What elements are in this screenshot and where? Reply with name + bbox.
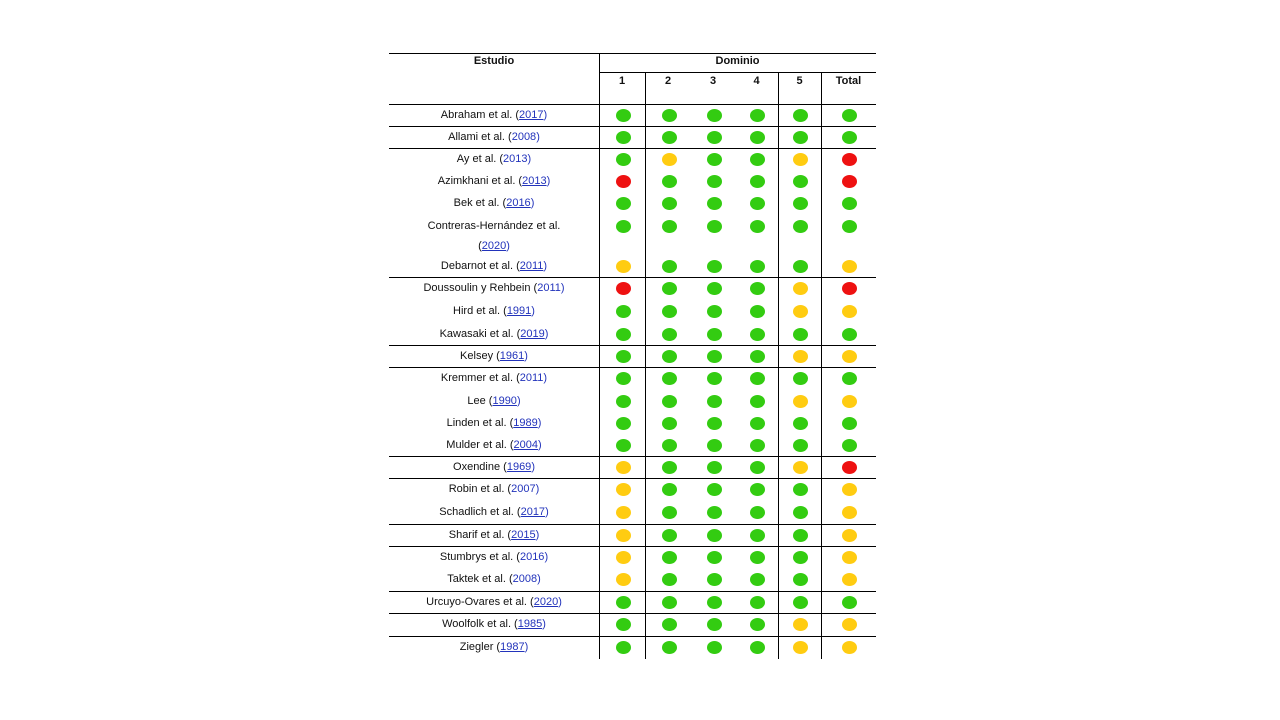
domain-4-rating-green [750, 439, 765, 452]
table-row [389, 300, 876, 323]
domain-1-rating-yellow [616, 551, 631, 564]
domain-1-rating-green [616, 395, 631, 408]
domain-5-rating-green [793, 197, 808, 210]
study-author: Hird et al. ( [453, 305, 507, 317]
total-rating-green [842, 596, 857, 609]
domain-column-header: Dominio [715, 55, 760, 67]
domain-5-rating-green [793, 328, 808, 341]
domain-1-rating-yellow [616, 461, 631, 474]
domain-5-rating-yellow [793, 618, 808, 631]
domain-5-rating-green [793, 417, 808, 430]
domain-3-rating-green [707, 641, 722, 654]
table-row [389, 524, 876, 546]
domain-3-rating-green [707, 305, 722, 318]
domain-4-rating-green [750, 529, 765, 542]
study-author: Ay et al. ( [456, 153, 504, 165]
study-reference [389, 614, 599, 634]
study-close-paren: ) [524, 641, 529, 653]
domain-3-rating-green [707, 596, 722, 609]
domain-2-rating-green [662, 372, 677, 385]
table-row [389, 390, 876, 412]
study-reference [389, 105, 599, 125]
table-row [389, 591, 876, 613]
domain-2-rating-yellow [662, 153, 677, 166]
study-author: Kelsey ( [460, 350, 500, 362]
domain-1-rating-red [616, 282, 631, 295]
total-rating-green [842, 220, 857, 233]
domain-3-header: 3 [709, 75, 717, 87]
domain-1-rating-yellow [616, 506, 631, 519]
table-header [389, 53, 876, 104]
domain-5-rating-yellow [793, 395, 808, 408]
domain-1-rating-green [616, 618, 631, 631]
domain-2-rating-green [662, 175, 677, 188]
domain-4-rating-green [750, 350, 765, 363]
domain-4-rating-green [750, 282, 765, 295]
table-row [389, 126, 876, 148]
study-author: Contreras-Hernández et al. [427, 220, 561, 232]
study-close-paren: ) [544, 328, 549, 340]
domain-4-rating-green [750, 305, 765, 318]
study-author: Woolfolk et al. ( [442, 618, 518, 630]
domain-2-rating-green [662, 551, 677, 564]
total-rating-yellow [842, 260, 857, 273]
total-rating-yellow [842, 529, 857, 542]
table-row [389, 345, 876, 367]
total-rating-green [842, 131, 857, 144]
study-reference [389, 278, 599, 298]
domain-2-rating-green [662, 618, 677, 631]
domain-3-rating-green [707, 551, 722, 564]
study-year-link[interactable]: 1987 [500, 641, 525, 653]
study-year-link[interactable]: 1989 [513, 417, 538, 429]
domain-2-rating-green [662, 417, 677, 430]
domain-2-rating-green [662, 131, 677, 144]
table-row [389, 412, 876, 434]
study-year-link[interactable]: 1991 [506, 305, 532, 317]
domain-3-rating-green [707, 282, 722, 295]
study-close-paren: ) [560, 282, 565, 294]
study-year-link[interactable]: 1961 [499, 350, 525, 362]
study-reference [389, 193, 599, 213]
study-reference [389, 391, 599, 411]
total-rating-red [842, 175, 857, 188]
study-reference [389, 149, 599, 169]
domain-1-rating-yellow [616, 573, 631, 586]
study-year-link[interactable]: 2020 [533, 596, 559, 608]
study-close-paren: ) [543, 109, 548, 121]
domain-4-rating-green [750, 641, 765, 654]
study-reference [389, 368, 599, 388]
study-year-link: 2016 [519, 551, 545, 563]
study-close-paren: ) [538, 439, 542, 451]
domain-5-rating-yellow [793, 282, 808, 295]
domain-3-rating-green [707, 220, 722, 233]
domain-1-rating-green [616, 596, 631, 609]
study-close-paren: ) [544, 551, 549, 563]
study-author: Kawasaki et al. ( [439, 328, 521, 340]
study-year-link: 2008 [512, 573, 538, 585]
total-rating-green [842, 439, 857, 452]
domain-1-header: 1 [618, 75, 626, 87]
domain-1-rating-green [616, 417, 631, 430]
study-reference [389, 457, 599, 477]
total-rating-red [842, 153, 857, 166]
study-year-link[interactable]: 2020 [481, 240, 507, 252]
domain-4-rating-green [750, 220, 765, 233]
study-close-paren: ) [536, 131, 540, 143]
domain-5-rating-green [793, 175, 808, 188]
domain-5-rating-green [793, 131, 808, 144]
study-close-paren: ) [546, 175, 551, 187]
domain-1-rating-green [616, 350, 631, 363]
study-author: Lee ( [467, 395, 493, 407]
table-row [389, 192, 876, 215]
table-row [389, 568, 876, 591]
study-author: Azimkhani et al. ( [437, 175, 523, 187]
domain-3-rating-green [707, 529, 722, 542]
domain-5-rating-green [793, 596, 808, 609]
table-row [389, 104, 876, 126]
study-year-link[interactable]: 1969 [506, 461, 532, 473]
study-reference [389, 502, 599, 522]
study-author: Urcuyo-Ovares et al. ( [426, 596, 534, 608]
study-author: Mulder et al. ( [446, 439, 514, 451]
study-author: Bek et al. ( [453, 197, 507, 209]
study-reference [389, 127, 599, 147]
domain-1-rating-green [616, 372, 631, 385]
study-author: Schadlich et al. ( [439, 506, 521, 518]
domain-1-rating-green [616, 109, 631, 122]
table-row [389, 255, 876, 277]
study-reference [389, 256, 599, 276]
domain-3-rating-green [707, 350, 722, 363]
study-author: Debarnot et al. ( [440, 260, 520, 272]
domain-4-rating-green [750, 175, 765, 188]
table-row [389, 478, 876, 501]
domain-4-rating-green [750, 483, 765, 496]
table-row [389, 323, 876, 345]
total-rating-yellow [842, 573, 857, 586]
study-close-paren: ) [524, 350, 528, 362]
domain-1-rating-green [616, 153, 631, 166]
domain-3-rating-green [707, 175, 722, 188]
domain-2-rating-green [662, 220, 677, 233]
study-year-link: 2007 [511, 483, 536, 495]
domain-3-rating-green [707, 372, 722, 385]
table-row [389, 546, 876, 568]
domain-2-rating-green [662, 529, 677, 542]
study-close-paren: ) [558, 596, 562, 608]
table-row [389, 148, 876, 170]
domain-2-rating-green [662, 461, 677, 474]
domain-5-rating-yellow [793, 153, 808, 166]
study-year-link: 2013 [503, 153, 528, 165]
study-close-paren: ) [535, 529, 540, 541]
study-year-link[interactable]: 2013 [522, 175, 547, 187]
study-column-header: Estudio [473, 55, 515, 67]
total-rating-green [842, 372, 857, 385]
study-author: Doussoulin y Rehbein ( [423, 282, 538, 294]
domain-2-rating-green [662, 328, 677, 341]
domain-2-rating-green [662, 596, 677, 609]
study-reference [389, 171, 599, 191]
total-rating-red [842, 461, 857, 474]
domain-4-rating-green [750, 328, 765, 341]
study-author: Abraham et al. ( [440, 109, 520, 121]
domain-4-rating-green [750, 618, 765, 631]
table-row [389, 434, 876, 456]
total-rating-yellow [842, 641, 857, 654]
domain-rule [599, 72, 876, 73]
domain-4-rating-green [750, 197, 765, 210]
study-author: Oxendine ( [453, 461, 507, 473]
domain-3-rating-green [707, 506, 722, 519]
domain-3-rating-green [707, 417, 722, 430]
study-year-link[interactable]: 2016 [506, 197, 531, 209]
domain-5-rating-yellow [793, 461, 808, 474]
total-rating-green [842, 328, 857, 341]
study-author-cont: ( [478, 240, 482, 252]
domain-3-rating-green [707, 260, 722, 273]
domain-3-rating-green [707, 328, 722, 341]
domain-2-rating-green [662, 506, 677, 519]
domain-5-rating-green [793, 483, 808, 496]
total-rating-yellow [842, 350, 857, 363]
study-close-paren: ) [537, 573, 541, 585]
study-author: Stumbrys et al. ( [439, 551, 520, 563]
domain-4-rating-green [750, 461, 765, 474]
domain-2-rating-green [662, 305, 677, 318]
domain-3-rating-green [707, 131, 722, 144]
study-close-paren: ) [527, 153, 532, 165]
table-row [389, 636, 876, 659]
domain-4-rating-green [750, 506, 765, 519]
domain-5-header: 5 [796, 75, 803, 87]
study-year-link[interactable]: 1985 [517, 618, 543, 630]
study-reference [389, 346, 599, 366]
domain-1-rating-yellow [616, 260, 631, 273]
domain-5-rating-green [793, 439, 808, 452]
study-author: Ziegler ( [459, 641, 501, 653]
study-year-link[interactable]: 2017 [519, 109, 544, 121]
table-row [389, 456, 876, 478]
total-rating-yellow [842, 506, 857, 519]
study-close-paren: ) [543, 372, 548, 384]
study-close-paren: ) [516, 395, 521, 407]
domain-2-rating-green [662, 197, 677, 210]
domain-2-rating-green [662, 483, 677, 496]
column-divider [599, 53, 600, 659]
domain-5-rating-yellow [793, 350, 808, 363]
domain-1-rating-green [616, 328, 631, 341]
domain-3-rating-green [707, 573, 722, 586]
column-divider [821, 72, 822, 659]
total-rating-yellow [842, 305, 857, 318]
domain-5-rating-yellow [793, 641, 808, 654]
domain-3-rating-green [707, 483, 722, 496]
column-divider [645, 72, 646, 659]
domain-5-rating-green [793, 220, 808, 233]
study-year-link: 2011 [537, 282, 561, 294]
domain-2-rating-green [662, 282, 677, 295]
domain-5-rating-green [793, 573, 808, 586]
domain-2-rating-green [662, 395, 677, 408]
domain-2-rating-green [662, 260, 677, 273]
domain-5-rating-green [793, 551, 808, 564]
domain-4-rating-green [750, 551, 765, 564]
domain-2-rating-green [662, 439, 677, 452]
study-year-link: 2008 [511, 131, 537, 143]
total-rating-yellow [842, 395, 857, 408]
domain-4-rating-green [750, 131, 765, 144]
domain-5-rating-yellow [793, 305, 808, 318]
study-reference [389, 324, 599, 344]
domain-5-rating-green [793, 260, 808, 273]
domain-2-rating-green [662, 641, 677, 654]
domain-1-rating-yellow [616, 483, 631, 496]
study-close-paren: ) [542, 618, 546, 630]
study-year-link[interactable]: 2015 [511, 529, 536, 541]
domain-1-rating-green [616, 641, 631, 654]
domain-4-rating-green [750, 260, 765, 273]
domain-4-rating-green [750, 109, 765, 122]
domain-2-rating-green [662, 573, 677, 586]
domain-1-rating-green [616, 439, 631, 452]
column-divider [778, 72, 779, 659]
domain-5-rating-green [793, 109, 808, 122]
domain-3-rating-green [707, 197, 722, 210]
study-reference [389, 592, 599, 612]
study-reference [389, 301, 599, 321]
total-rating-green [842, 417, 857, 430]
study-year-link: 2011 [519, 372, 544, 384]
study-reference [389, 569, 599, 589]
study-author: Sharif et al. ( [448, 529, 512, 541]
domain-2-rating-green [662, 350, 677, 363]
total-rating-yellow [842, 551, 857, 564]
domain-4-rating-green [750, 395, 765, 408]
domain-4-rating-green [750, 573, 765, 586]
study-author: Linden et al. ( [446, 417, 514, 429]
study-close-paren: ) [543, 260, 548, 272]
total-header: Total [835, 75, 862, 87]
table-row [389, 367, 876, 390]
study-author: Allami et al. ( [448, 131, 512, 143]
domain-4-header: 4 [753, 75, 760, 87]
study-author: Taktek et al. ( [447, 573, 513, 585]
table-row [389, 215, 876, 255]
study-reference [389, 216, 599, 256]
study-close-paren: ) [537, 417, 542, 429]
total-rating-yellow [842, 483, 857, 496]
table-row [389, 501, 876, 524]
study-author: Kremmer et al. ( [440, 372, 520, 384]
total-rating-yellow [842, 618, 857, 631]
study-year-link[interactable]: 2011 [519, 260, 544, 272]
domain-4-rating-green [750, 417, 765, 430]
domain-4-rating-green [750, 596, 765, 609]
study-close-paren: ) [535, 483, 540, 495]
study-reference [389, 637, 599, 657]
domain-1-rating-red [616, 175, 631, 188]
domain-4-rating-green [750, 153, 765, 166]
domain-5-rating-green [793, 372, 808, 385]
domain-4-rating-green [750, 372, 765, 385]
domain-5-rating-green [793, 506, 808, 519]
study-reference [389, 413, 599, 433]
total-rating-green [842, 197, 857, 210]
domain-5-rating-green [793, 529, 808, 542]
domain-1-rating-yellow [616, 529, 631, 542]
study-close-paren: ) [531, 461, 535, 473]
domain-1-rating-green [616, 220, 631, 233]
study-year-link[interactable]: 1990 [492, 395, 517, 407]
domain-3-rating-green [707, 109, 722, 122]
table-row [389, 170, 876, 192]
study-reference [389, 435, 599, 455]
study-close-paren: ) [531, 305, 535, 317]
domain-2-header: 2 [664, 75, 672, 87]
domain-3-rating-green [707, 153, 722, 166]
study-year-link[interactable]: 2004 [513, 439, 539, 451]
domain-3-rating-green [707, 439, 722, 452]
table-row [389, 277, 876, 300]
domain-1-rating-green [616, 197, 631, 210]
table-row [389, 613, 876, 636]
study-year-link[interactable]: 2017 [520, 506, 546, 518]
domain-2-rating-green [662, 109, 677, 122]
total-rating-green [842, 109, 857, 122]
domain-3-rating-green [707, 395, 722, 408]
study-reference [389, 479, 599, 499]
study-author: Robin et al. ( [448, 483, 512, 495]
study-close-paren: ) [506, 240, 510, 252]
study-year-link[interactable]: 2019 [520, 328, 545, 340]
study-reference [389, 547, 599, 567]
study-reference [389, 525, 599, 545]
study-close-paren: ) [530, 197, 535, 209]
domain-1-rating-green [616, 131, 631, 144]
total-rating-red [842, 282, 857, 295]
domain-3-rating-green [707, 618, 722, 631]
domain-1-rating-green [616, 305, 631, 318]
study-close-paren: ) [545, 506, 549, 518]
domain-3-rating-green [707, 461, 722, 474]
